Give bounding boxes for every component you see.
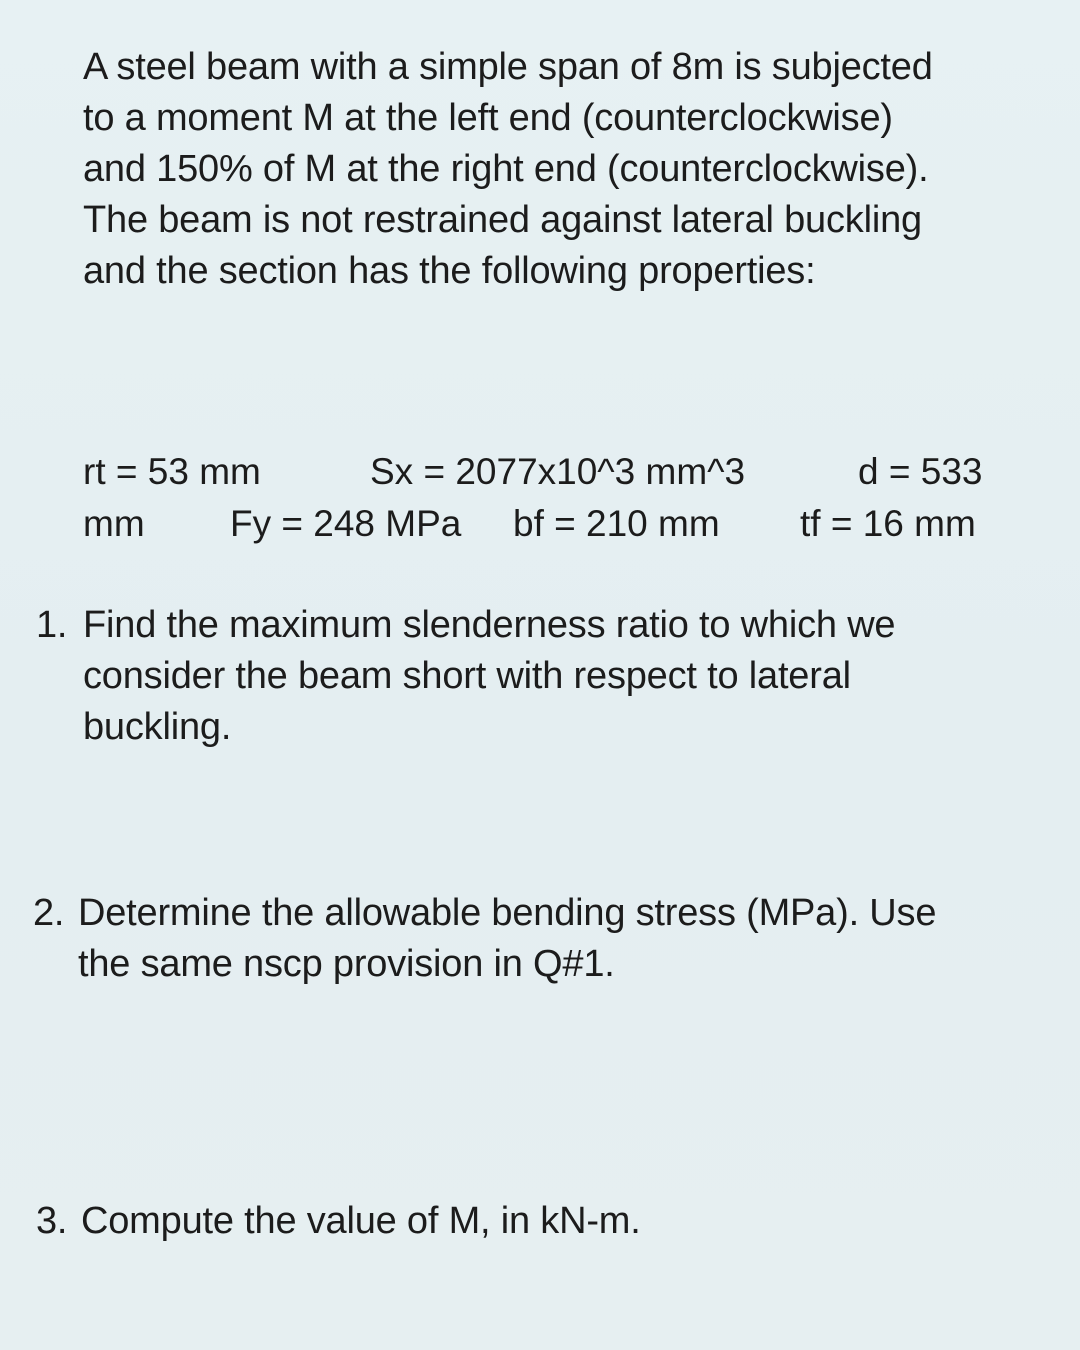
question-line: buckling. xyxy=(83,706,232,748)
problem-line: to a moment M at the left end (counterclockwise) xyxy=(83,97,893,139)
problem-line: The beam is not restrained against lateral buckling xyxy=(83,199,922,241)
property-fy: Fy = 248 MPa xyxy=(230,503,462,544)
problem-line: A steel beam with a simple span of 8m is subjected xyxy=(83,46,933,88)
question-number: 3. xyxy=(36,1200,68,1242)
property-bf: bf = 210 mm xyxy=(513,503,720,544)
question-text xyxy=(81,1196,1041,1247)
question-text xyxy=(78,888,1038,990)
property-d: d = 533 xyxy=(858,451,983,492)
property-sx: Sx = 2077x10^3 mm^3 xyxy=(370,451,746,492)
question-number: 2. xyxy=(33,892,65,934)
question-line: the same nscp provision in Q#1. xyxy=(78,943,615,985)
question-line: Compute the value of M, in kN-m. xyxy=(81,1200,641,1242)
question-text xyxy=(83,600,1043,753)
question-line: Determine the allowable bending stress (MPa). Use xyxy=(78,892,937,934)
question-line: consider the beam short with respect to lateral xyxy=(83,655,851,697)
problem-statement xyxy=(83,42,1043,297)
problem-line: and 150% of M at the right end (counterclockwise). xyxy=(83,148,929,190)
question-number: 1. xyxy=(36,604,68,646)
problem-line: and the section has the following properties: xyxy=(83,250,816,292)
property-rt: rt = 53 mm xyxy=(83,451,261,492)
question-line: Find the maximum slenderness ratio to which we xyxy=(83,604,896,646)
property-tf: tf = 16 mm xyxy=(800,503,976,544)
property-d-unit: mm xyxy=(83,503,145,544)
